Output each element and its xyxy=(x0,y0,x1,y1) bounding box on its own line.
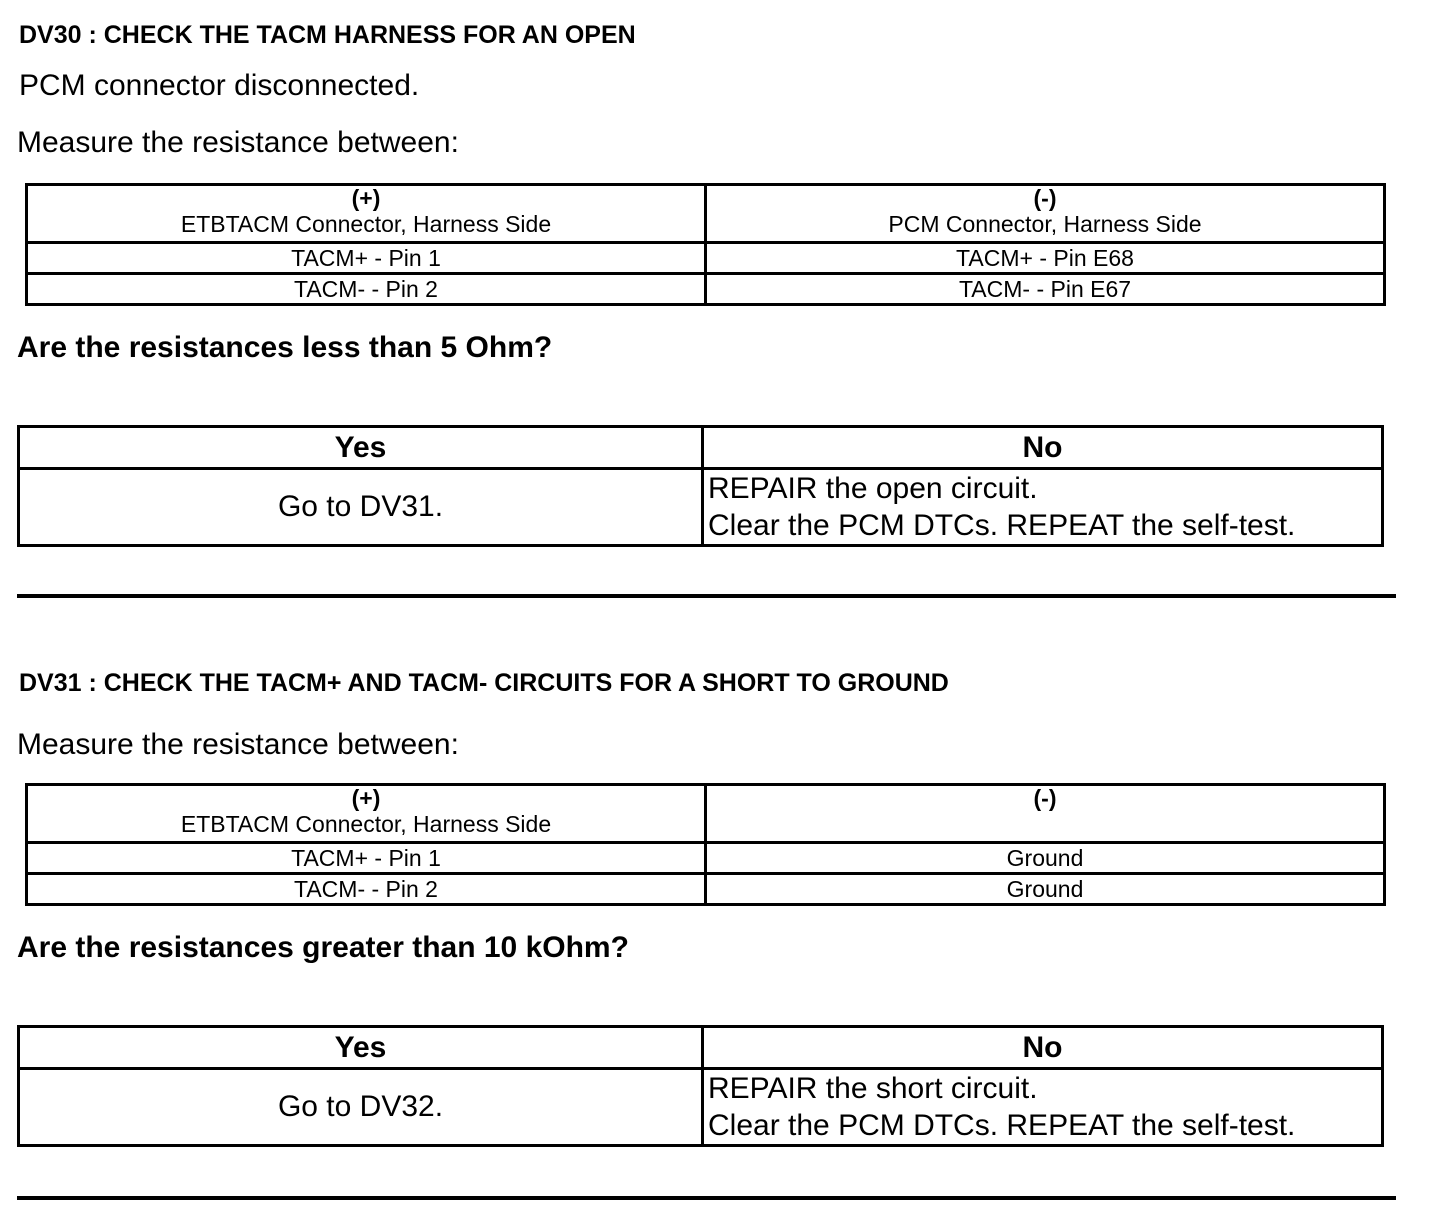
yes-header: Yes xyxy=(19,427,703,469)
yes-header: Yes xyxy=(19,1027,703,1069)
no-action-cell xyxy=(703,469,1383,546)
no-header: No xyxy=(703,427,1383,469)
measurement-table-dv30 xyxy=(25,183,1386,306)
section-divider xyxy=(17,594,1396,598)
minus-probe-header xyxy=(706,185,1385,243)
result-table-dv30 xyxy=(17,425,1384,547)
yes-action-cell: Go to DV31. xyxy=(19,469,703,546)
measurement-header-row xyxy=(27,785,1385,843)
result-header-row xyxy=(19,427,1383,469)
question-text: Are the resistances less than 5 Ohm? xyxy=(17,331,553,364)
plus-connector-label: ETBTACM Connector, Harness Side xyxy=(180,811,552,837)
section-divider xyxy=(17,1196,1396,1200)
measurement-header-row xyxy=(27,185,1385,243)
minus-pin-cell: TACM- - Pin E67 xyxy=(706,274,1385,305)
table-row xyxy=(27,274,1385,305)
no-header: No xyxy=(703,1027,1383,1069)
plus-probe-header xyxy=(27,785,706,843)
result-table-dv31 xyxy=(17,1025,1384,1147)
plus-symbol: (+) xyxy=(351,785,381,811)
measurement-table-dv31 xyxy=(25,783,1386,906)
no-action-line: REPAIR the short circuit. xyxy=(708,1072,1038,1105)
no-action-line: Clear the PCM DTCs. REPEAT the self-test. xyxy=(708,509,1296,542)
result-body-row xyxy=(19,1069,1383,1146)
step-heading-dv31: DV31 : CHECK THE TACM+ AND TACM- CIRCUITS FOR A SHORT TO GROUND xyxy=(19,669,949,697)
plus-probe-header xyxy=(27,185,706,243)
minus-connector-label: PCM Connector, Harness Side xyxy=(888,211,1202,237)
result-header-row xyxy=(19,1027,1383,1069)
minus-pin-cell: Ground xyxy=(706,843,1385,874)
minus-pin-cell: Ground xyxy=(706,874,1385,905)
instruction-text: Measure the resistance between: xyxy=(17,126,459,159)
plus-symbol: (+) xyxy=(351,185,381,211)
precondition-text: PCM connector disconnected. xyxy=(19,69,420,102)
minus-symbol: (-) xyxy=(1033,785,1057,811)
plus-pin-cell: TACM+ - Pin 1 xyxy=(27,843,706,874)
no-action-cell xyxy=(703,1069,1383,1146)
plus-pin-cell: TACM- - Pin 2 xyxy=(27,874,706,905)
plus-pin-cell: TACM- - Pin 2 xyxy=(27,274,706,305)
minus-probe-header xyxy=(706,785,1385,843)
table-row xyxy=(27,843,1385,874)
question-text: Are the resistances greater than 10 kOhm? xyxy=(17,931,629,964)
step-heading-dv30: DV30 : CHECK THE TACM HARNESS FOR AN OPEN xyxy=(19,21,636,49)
table-row xyxy=(27,243,1385,274)
no-action-line: Clear the PCM DTCs. REPEAT the self-test. xyxy=(708,1109,1296,1142)
minus-symbol: (-) xyxy=(1033,185,1057,211)
yes-action-cell: Go to DV32. xyxy=(19,1069,703,1146)
table-row xyxy=(27,874,1385,905)
instruction-text: Measure the resistance between: xyxy=(17,728,459,761)
plus-pin-cell: TACM+ - Pin 1 xyxy=(27,243,706,274)
result-body-row xyxy=(19,469,1383,546)
no-action-line: REPAIR the open circuit. xyxy=(708,472,1038,505)
plus-connector-label: ETBTACM Connector, Harness Side xyxy=(180,211,552,237)
minus-pin-cell: TACM+ - Pin E68 xyxy=(706,243,1385,274)
